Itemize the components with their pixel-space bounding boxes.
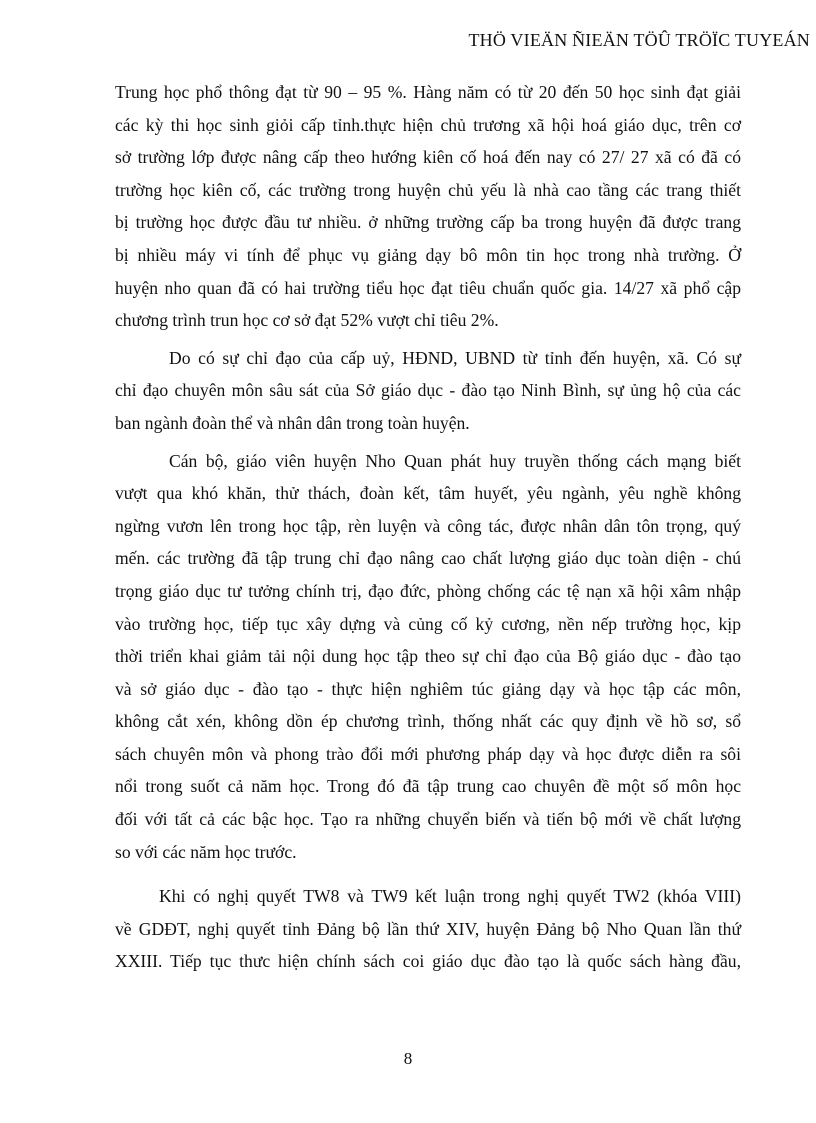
text-line: nổi trong suốt cả năm học. Trong đó đã tập trung cao chuyên đề một số môn học — [115, 776, 741, 797]
text-line: vượt qua khó khăn, thử thách, đoàn kết, tâm huyết, yêu ngành, yêu nghề không — [115, 483, 741, 504]
text-line: đối với tất cả các bậc học. Tạo ra những chuyển biến và tiến bộ mới về chất lượng — [115, 809, 741, 830]
text-line: Cán bộ, giáo viên huyện Nho Quan phát huy truyền thống cách mạng biết — [169, 450, 741, 471]
paragraph-3 — [115, 445, 741, 869]
text-line: trường học kiên cố, các trường trong huyện chủ yếu là nhà cao tầng các trang thiết — [115, 179, 741, 200]
text-line: về GDĐT, nghị quyết tỉnh Đảng bộ lần thứ XIV, huyện Đảng bộ Nho Quan lần thứ — [115, 918, 741, 939]
text-line: ngừng vươn lên trong học tập, rèn luyện và công tác, được nhân dân tôn trọng, quý — [115, 515, 741, 536]
text-line: mến. các trường đã tập trung chỉ đạo nâng cao chất lượng giáo dục toàn diện - chú — [115, 548, 741, 569]
text-line: ban ngành đoàn thể và nhân dân trong toàn huyện. — [115, 412, 470, 433]
text-line: sở trường lớp được nâng cấp theo hướng kiên cố hoá đến nay có 27/ 27 xã có đã có — [115, 147, 741, 168]
text-line: so với các năm học trước. — [115, 841, 297, 862]
text-line: các kỳ thi học sinh giỏi cấp tỉnh.thực hiện chủ trương xã hội hoá giáo dục, trên cơ — [115, 114, 741, 135]
text-line: XXIII. Tiếp tục thưc hiện chính sách coi giáo dục đào tạo là quốc sách hàng đầu, — [115, 951, 741, 972]
text-line: chương trình trun học cơ sở đạt 52% vượt chỉ tiêu 2%. — [115, 310, 499, 331]
page-number: 8 — [403, 1049, 413, 1068]
page-header: THÖ VIEÄN ÑIEÄN TÖÛ TRÖÏC TUYEÁN — [468, 30, 810, 50]
text-line: huyện nho quan đã có hai trường tiểu học đạt tiêu chuẩn quốc gia. 14/27 xã phổ cập — [115, 277, 741, 298]
text-line: chỉ đạo chuyên môn sâu sát của Sở giáo dục - đào tạo Ninh Bình, sự ủng hộ của các — [115, 380, 741, 401]
text-line: vào trường học, tiếp tục xây dựng và củng cố kỷ cương, nền nếp trường học, kịp — [115, 613, 741, 634]
text-line: trọng giáo dục tư tưởng chính trị, đạo đức, phòng chống các tệ nạn xã hội xâm nhập — [115, 580, 741, 601]
text-line: bị nhiều máy vi tính để phục vụ giảng dạy bô môn tin học trong nhà trường. Ở — [115, 244, 741, 265]
text-line: sách chuyên môn và phong trào đổi mới phương pháp dạy và học được diễn ra sôi — [115, 743, 741, 764]
text-line: không cắt xén, không dồn ép chương trình, thống nhất các quy định về hồ sơ, sổ — [115, 711, 741, 732]
paragraph-1 — [115, 76, 741, 337]
text-line: và sở giáo dục - đào tạo - thực hiện nghiêm túc giảng dạy và học tập các môn, — [115, 678, 741, 699]
text-line: Khi có nghị quyết TW8 và TW9 kết luận trong nghị quyết TW2 (khóa VIII) — [159, 886, 741, 907]
paragraph-2 — [115, 342, 741, 440]
text-line: Do có sự chỉ đạo của cấp uỷ, HĐND, UBND từ tỉnh đến huyện, xã. Có sự — [169, 347, 741, 368]
body-text — [115, 76, 741, 978]
text-line: Trung học phổ thông đạt từ 90 – 95 %. Hàng năm có từ 20 đến 50 học sinh đạt giải — [115, 82, 741, 102]
text-line: thời triển khai giảm tải nội dung học tập theo sự chỉ đạo của Bộ giáo dục - đào tạo — [115, 646, 741, 667]
text-line: bị trường học được đầu tư nhiều. ở những trường cấp ba trong huyện đã được trang — [115, 212, 741, 233]
paragraph-4 — [115, 880, 741, 978]
